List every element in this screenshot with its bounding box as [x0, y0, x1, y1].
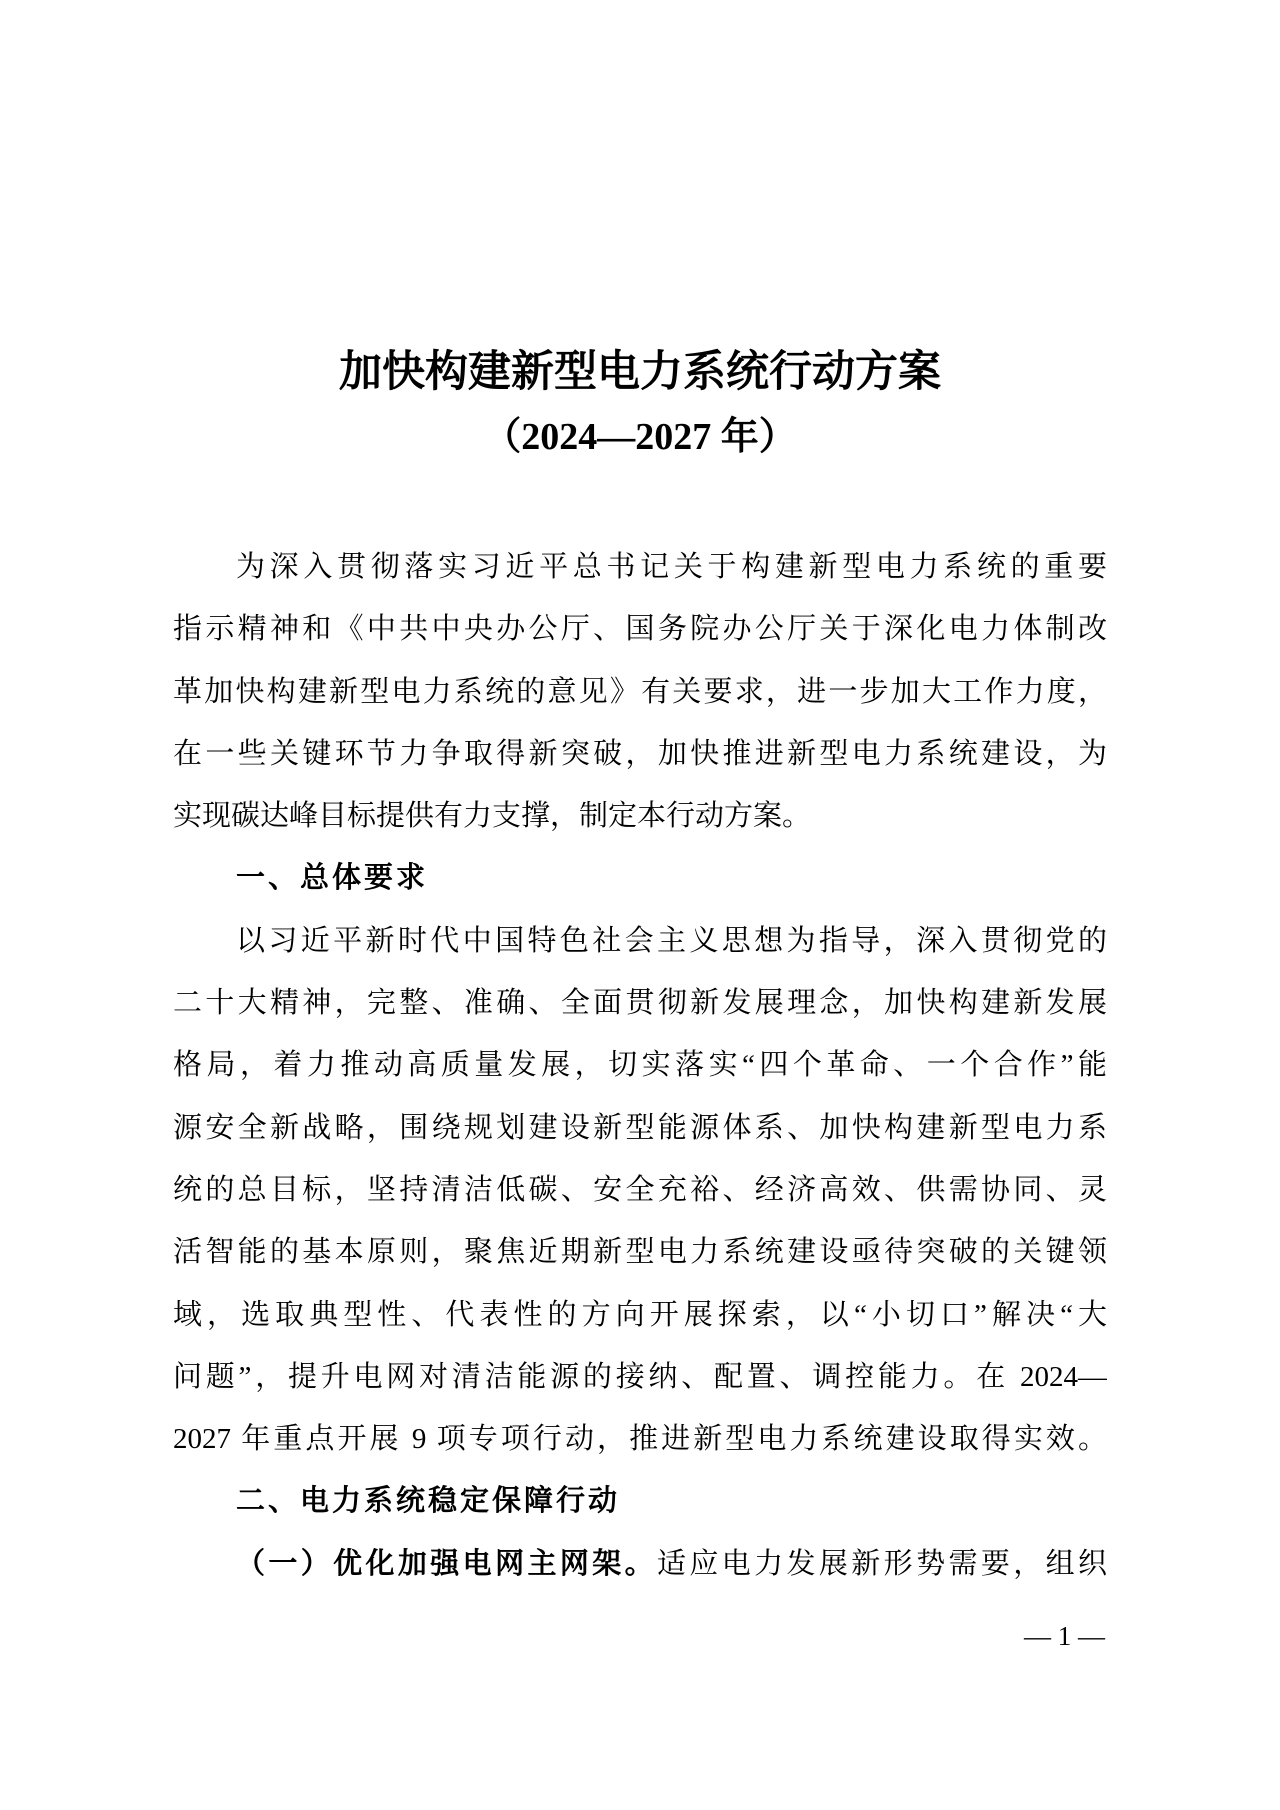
document-line: 以习近平新时代中国特色社会主义思想为指导，深入贯彻党的	[236, 924, 1107, 957]
document-line: 为深入贯彻落实习近平总书记关于构建新型电力系统的重要	[236, 551, 1107, 583]
document-line: 二、电力系统稳定保障行动	[236, 1485, 621, 1518]
document-line: 问题”，提升电网对清洁能源的接纳、配置、调控能力。在 2024—	[173, 1360, 1107, 1393]
document-line: 在一些关键环节力争取得新突破，加快推进新型电力系统建设，为	[173, 737, 1107, 770]
document-line: 二十大精神，完整、准确、全面贯彻新发展理念，加快构建新发展	[173, 987, 1107, 1020]
document-line: 一、总体要求	[236, 862, 429, 895]
document-line: 统的总目标，坚持清洁低碳、安全充裕、经济高效、供需协同、灵	[173, 1173, 1107, 1206]
document-line: 2027 年重点开展 9 项专项行动，推进新型电力系统建设取得实效。	[173, 1423, 1107, 1456]
document-line: 源安全新战略，围绕规划建设新型能源体系、加快构建新型电力系	[173, 1111, 1107, 1144]
document-line: 域，选取典型性、代表性的方向开展探索，以“小切口”解决“大	[173, 1298, 1107, 1331]
clause-title: （一）优化加强电网主网架。	[236, 1547, 657, 1580]
document-line: 实现碳达峰目标提供有力支撑，制定本行动方案。	[173, 800, 812, 833]
document-line: 指示精神和《中共中央办公厅、国务院办公厅关于深化电力体制改	[173, 613, 1107, 646]
page-number: — 1 —	[1024, 1621, 1105, 1651]
document-line: （一）优化加强电网主网架。适应电力发展新形势需要，组织	[236, 1547, 1107, 1580]
document-line: 格局，着力推动高质量发展，切实落实“四个革命、一个合作”能	[173, 1049, 1107, 1082]
document-line: 革加快构建新型电力系统的意见》有关要求，进一步加大工作力度，	[173, 675, 1107, 708]
document-line: 活智能的基本原则，聚焦近期新型电力系统建设亟待突破的关键领	[173, 1236, 1107, 1269]
document-subtitle: （2024—2027 年）	[483, 416, 797, 458]
document-title: 加快构建新型电力系统行动方案	[339, 349, 941, 396]
document-body	[173, 536, 1107, 1595]
